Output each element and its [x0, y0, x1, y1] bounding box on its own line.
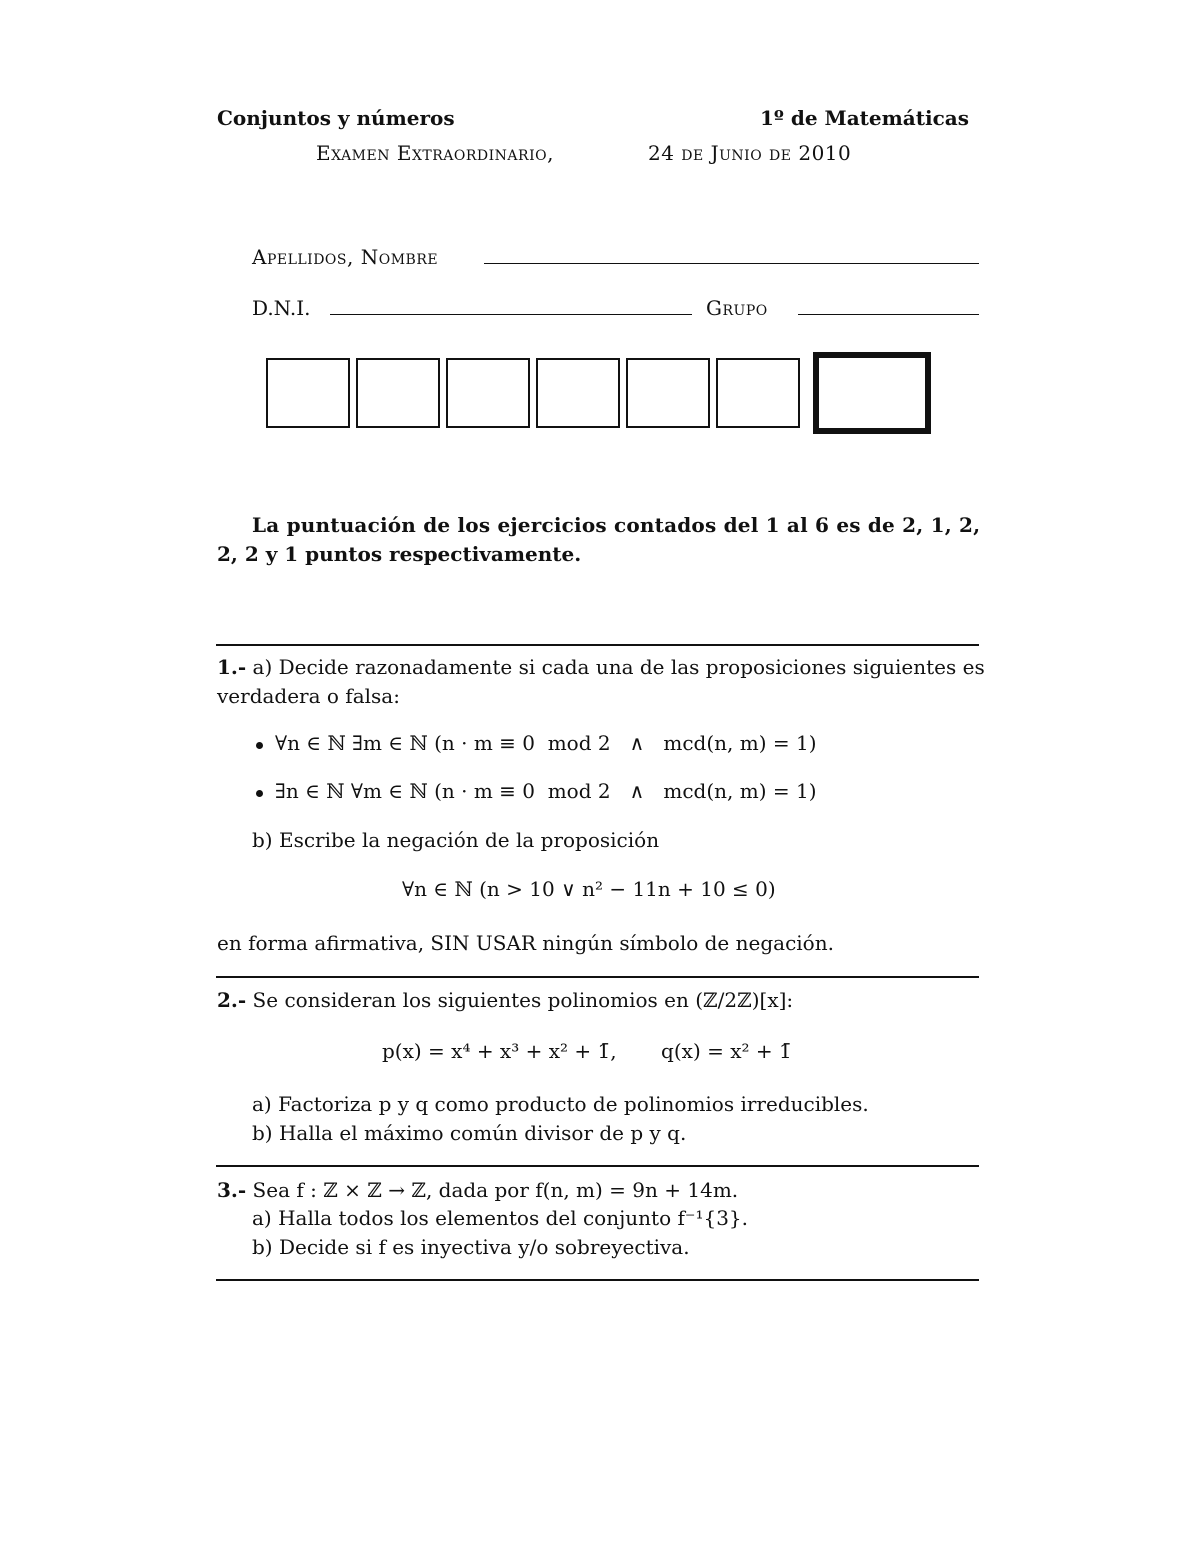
- degree-label: 1º de Matemáticas: [760, 106, 969, 130]
- bullet-2: [256, 790, 263, 797]
- divider-4: [216, 1279, 979, 1281]
- exercise-2-number: 2.-: [217, 988, 247, 1012]
- exercise-3-number: 3.-: [217, 1178, 247, 1202]
- scoring-intro-line1: La puntuación de los ejercicios contados del 1 al 6 es de 2, 1, 2,: [252, 513, 981, 537]
- bullet-1: [256, 742, 263, 749]
- score-box-5[interactable]: [626, 358, 710, 428]
- exercise-3-intro: [217, 1178, 738, 1202]
- exercise-1-intro-cont: verdadera o falsa:: [217, 684, 400, 708]
- divider-2: [216, 976, 979, 978]
- divider-3: [216, 1165, 979, 1167]
- exercise-3-part-b: b) Decide si f es inyectiva y/o sobreyectiva.: [252, 1235, 690, 1259]
- exercise-2-intro-text: Se consideran los siguientes polinomios en (ℤ/2ℤ)[x]:: [246, 988, 794, 1012]
- score-box-total[interactable]: [813, 352, 931, 434]
- exercise-3-intro-text: Sea f : ℤ × ℤ → ℤ, dada por f(n, m) = 9n + 14m.: [246, 1178, 739, 1202]
- exercise-2-intro: [217, 988, 793, 1012]
- exercise-2-part-a: a) Factoriza p y q como producto de polinomios irreducibles.: [252, 1092, 869, 1116]
- divider-1: [216, 644, 979, 646]
- polynomials-formula: p(x) = x⁴ + x³ + x² + 1̄, q(x) = x² + 1̄: [382, 1039, 792, 1063]
- dni-field-line[interactable]: [330, 314, 692, 315]
- exam-date: 24 de Junio de 2010: [648, 141, 852, 165]
- scoring-intro-line2: 2, 2 y 1 puntos respectivamente.: [217, 542, 582, 566]
- exercise-1-intro: [217, 655, 987, 679]
- name-label: Apellidos, Nombre: [252, 245, 439, 269]
- dni-label: D.N.I.: [252, 296, 311, 320]
- proposition-2: ∃n ∈ ℕ ∀m ∈ ℕ (n · m ≡ 0 mod 2 ∧ mcd(n, m) = 1): [275, 779, 817, 803]
- score-box-2[interactable]: [356, 358, 440, 428]
- name-field-line[interactable]: [484, 263, 979, 264]
- exercise-1-closing: en forma afirmativa, SIN USAR ningún símbolo de negación.: [217, 931, 834, 955]
- exercise-3-part-a: a) Halla todos los elementos del conjunto f⁻¹{3}.: [252, 1206, 748, 1230]
- score-box-1[interactable]: [266, 358, 350, 428]
- score-box-3[interactable]: [446, 358, 530, 428]
- group-label: Grupo: [706, 296, 768, 320]
- exercise-2-part-b: b) Halla el máximo común divisor de p y q.: [252, 1121, 687, 1145]
- score-box-6[interactable]: [716, 358, 800, 428]
- exercise-1-number: 1.-: [217, 655, 247, 679]
- score-box-4[interactable]: [536, 358, 620, 428]
- proposition-1: ∀n ∈ ℕ ∃m ∈ ℕ (n · m ≡ 0 mod 2 ∧ mcd(n, m) = 1): [275, 731, 817, 755]
- exercise-1-part-a: a) Decide razonadamente si cada una de las proposiciones siguientes es: [246, 655, 985, 679]
- exam-title: Examen Extraordinario,: [316, 141, 554, 165]
- negation-formula: ∀n ∈ ℕ (n > 10 ∨ n² − 11n + 10 ≤ 0): [402, 877, 776, 901]
- course-title: Conjuntos y números: [217, 106, 455, 130]
- exercise-1-part-b: b) Escribe la negación de la proposición: [252, 828, 660, 852]
- group-field-line[interactable]: [798, 314, 979, 315]
